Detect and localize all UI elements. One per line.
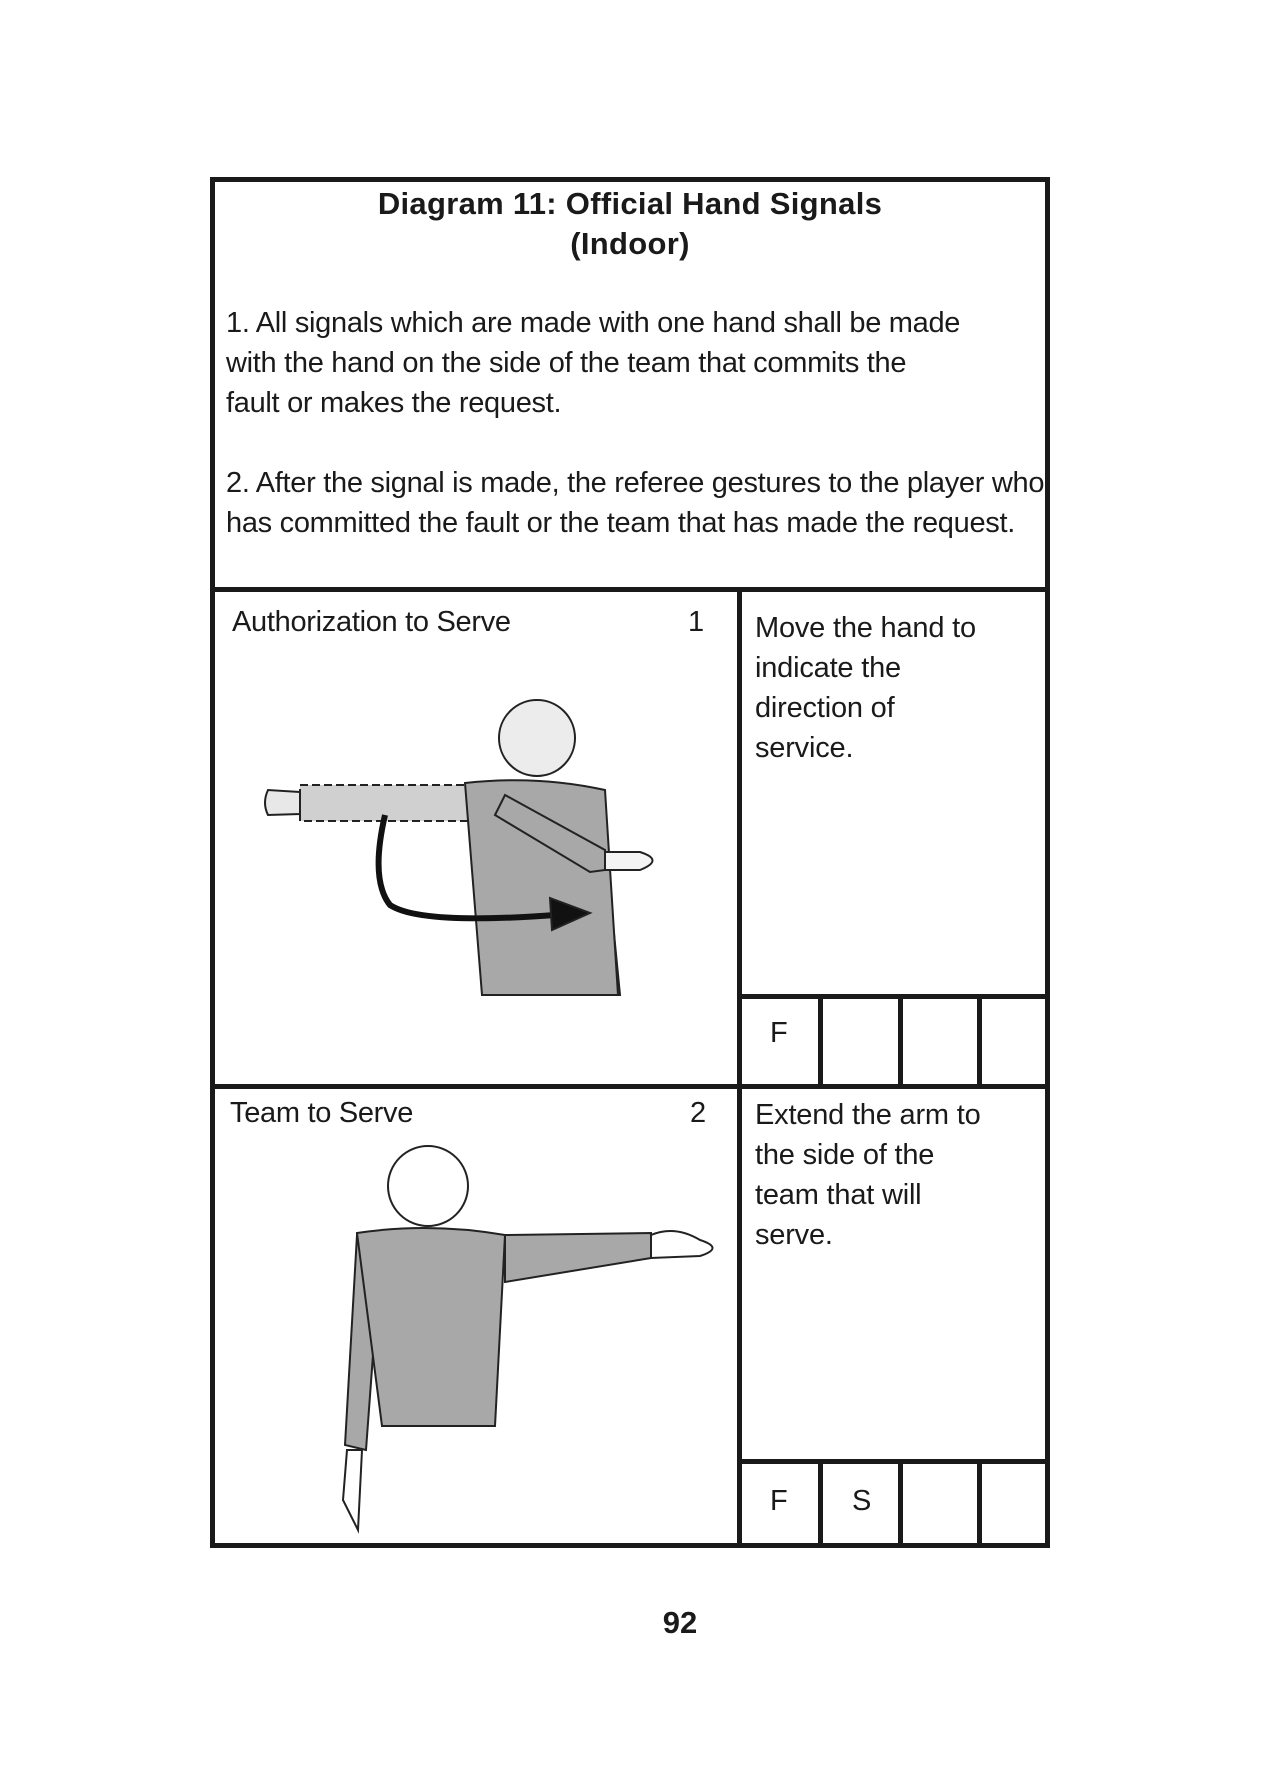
signal-name: Team to Serve <box>230 1097 414 1129</box>
divider <box>818 997 823 1085</box>
divider <box>210 587 1050 592</box>
divider <box>210 1084 1050 1089</box>
divider <box>740 994 1045 999</box>
divider <box>737 590 742 1548</box>
level-code: F <box>770 1485 788 1517</box>
divider <box>898 1462 903 1546</box>
divider <box>740 1459 1045 1464</box>
divider <box>977 997 982 1085</box>
level-code: F <box>770 1017 788 1049</box>
signal-name: Authorization to Serve <box>232 606 511 638</box>
page-number: 92 <box>662 1605 698 1640</box>
level-code: S <box>852 1485 872 1517</box>
divider <box>898 997 903 1085</box>
signal-number: 2 <box>690 1097 706 1129</box>
rule-1: 1. All signals which are made with one hand shall be made with the hand on the side of the team that commits the fault or makes the request. <box>226 307 961 419</box>
diagram-title: Diagram 11: Official Hand Signals <box>377 186 883 221</box>
signal-number: 1 <box>688 606 704 638</box>
signal-description: Move the hand to indicate the direction of service. <box>755 612 976 764</box>
divider <box>977 1462 982 1546</box>
signal-description: Extend the arm to the side of the team that will serve. <box>755 1099 981 1251</box>
rule-2: 2. After the signal is made, the referee gestures to the player who has committed the fault or the team that has made the request. <box>226 467 1045 539</box>
divider <box>818 1462 823 1546</box>
diagram-subtitle: (Indoor) <box>570 226 690 261</box>
